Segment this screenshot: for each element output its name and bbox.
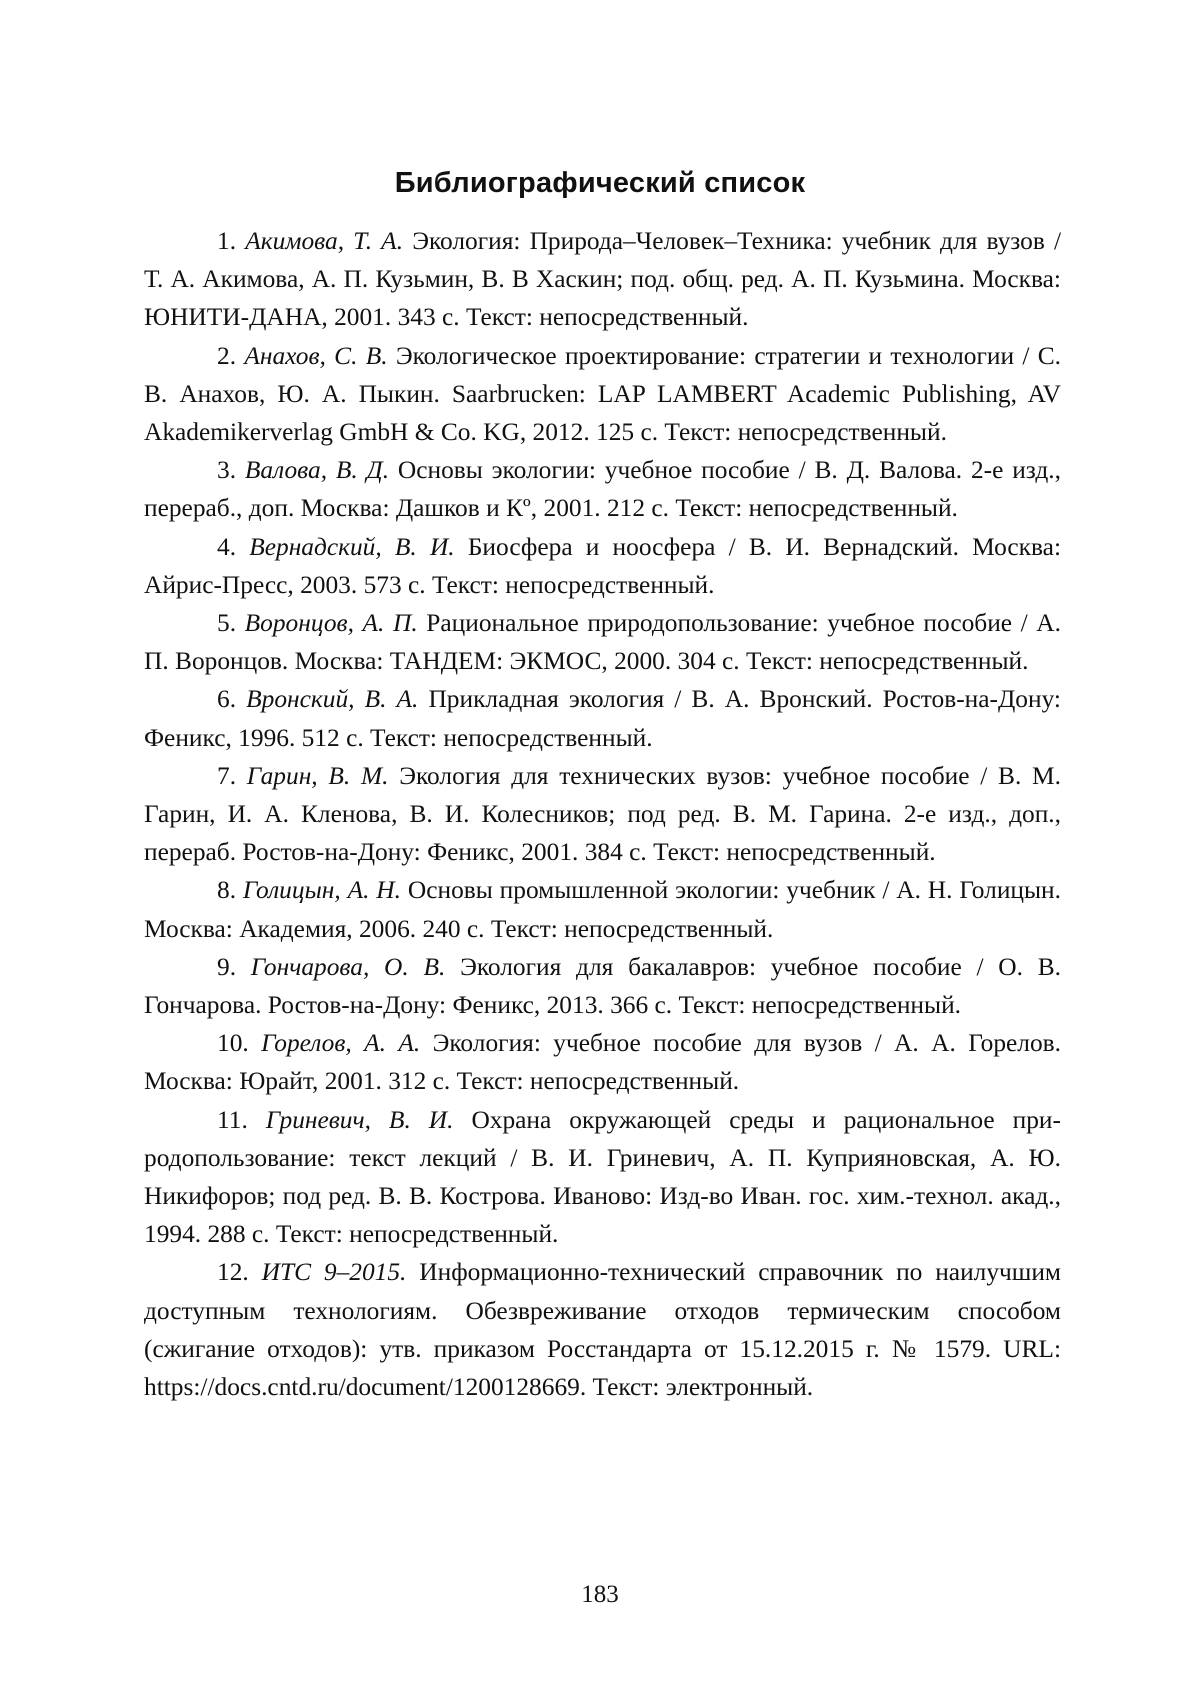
entry-number: 2. — [217, 342, 236, 370]
entry-text: Экология: Природа–Человек–Техника: учебник для вузов / Т. А. Акимова, А. П. Кузьмин, В. В Хаскин; под. общ. ред. А. П. Кузь­мина. Москва: ЮНИТИ-ДАНА, 2001. 343 с. Текст: непосредственный. — [144, 227, 1061, 331]
page-number: 183 — [0, 1581, 1200, 1609]
entry-number: 6. — [217, 685, 236, 713]
entry-text: Основы экологии: учебное пособие / В. Д. Валова. 2-е изд., перераб., доп. Москва: Дашков и Кº, 2001. 212 с. Текст: непо­средственный. — [144, 456, 1061, 522]
entry-number: 11. — [217, 1106, 248, 1134]
entry-number: 7. — [217, 762, 236, 790]
entry-author: Голицын, А. Н. — [243, 876, 401, 904]
entry-author: Гриневич, В. И. — [266, 1106, 454, 1134]
bibliography-entry — [144, 604, 1061, 680]
entry-text: Экология для технических вузов: учебное пособие / В. М. Гарин, И. А. Кленова, В. И. Колесников; под ред. В. М. Гарина. 2-е изд., доп., перераб. Ростов-на-Дону: Феникс, 2001. 384 с. Текст: непосредственный. — [144, 762, 1061, 866]
entry-text: Охрана окружающей среды и рациональное при­родопользование: текст лекций / В. И. Гриневич, А. П. Куприяновская, А. Ю. Никифоров; под ред. В. В. Кострова. Иваново: Изд-во Иван. гос. хим.-технол. акад., 1994. 288 с. Текст: непосредственный. — [144, 1106, 1061, 1249]
bibliography-entry — [144, 871, 1061, 947]
entry-number: 4. — [217, 533, 236, 561]
page-title: Библиографический список — [0, 167, 1200, 200]
bibliography-entry — [144, 948, 1061, 1024]
entry-text: Основы промышленной экологии: учебник / А. Н. Го­лицын. Москва: Академия, 2006. 240 с. Текст: непосредственный. — [144, 876, 1061, 942]
entry-author: Гончарова, О. В. — [251, 953, 446, 981]
bibliography-entry — [144, 680, 1061, 756]
entry-number: 8. — [217, 876, 236, 904]
bibliography-entry — [144, 451, 1061, 527]
entry-number: 5. — [217, 609, 236, 637]
bibliography-entry — [144, 1101, 1061, 1254]
entry-author: Воронцов, А. П. — [245, 609, 418, 637]
bibliography-entry — [144, 1024, 1061, 1100]
bibliography-list — [144, 222, 1061, 1406]
entry-author: Горелов, А. А. — [261, 1029, 420, 1057]
entry-text: Прикладная экология / В. А. Вронский. Ростов-на-Дону: Феникс, 1996. 512 с. Текст: непосредственный. — [144, 685, 1061, 751]
entry-number: 3. — [217, 456, 236, 484]
entry-author: ИТС 9–2015. — [262, 1258, 407, 1286]
bibliography-entry — [144, 337, 1061, 452]
entry-text: Экология: учебное пособие для вузов / А. А. Горе­лов. Москва: Юрайт, 2001. 312 с. Текст: непосредственный. — [144, 1029, 1061, 1095]
entry-author: Акимова, Т. А. — [245, 227, 403, 255]
entry-author: Валова, В. Д. — [245, 456, 389, 484]
entry-author: Вернадский, В. И. — [249, 533, 454, 561]
document-page — [0, 0, 1200, 1698]
entry-text: Экологическое проектирование: стратегии и техноло­гии / С. В. Анахов, Ю. А. Пыкин. Saarbrucken: LAP LAMBERT Academic Publishing, AV Akademikerverlag GmbH & Co. KG, 2012. 125 с. Текст: непо­средственный. — [144, 342, 1061, 446]
entry-text: Рациональное природопользование: учебное посо­бие / А. П. Воронцов. Москва: ТАНДЕМ: ЭКМОС, 2000. 304 с. Текст: не­посредственный. — [144, 609, 1061, 675]
entry-number: 10. — [217, 1029, 249, 1057]
entry-author: Гарин, В. М. — [247, 762, 389, 790]
entry-number: 9. — [217, 953, 236, 981]
bibliography-entry — [144, 222, 1061, 337]
entry-number: 1. — [217, 227, 236, 255]
entry-number: 12. — [217, 1258, 249, 1286]
entry-author: Вронский, В. А. — [246, 685, 418, 713]
entry-text: Информационно-технический справочник по наи­лучшим доступным технологиям. Обезвреживание отходов термическим способом (сжигание отходов): утв. приказом Росстандарта от 15.12.2015 г. № 1579. URL: https://docs.cntd.ru/document/1200128669. Текст: электронный. — [144, 1258, 1061, 1401]
bibliography-entry — [144, 1253, 1061, 1406]
entry-author: Анахов, С. В. — [244, 342, 387, 370]
entry-text: Биосфера и ноосфера / В. И. Вернадский. Моск­ва: Айрис-Пресс, 2003. 573 с. Текст: непосредственный. — [144, 533, 1061, 599]
bibliography-entry — [144, 528, 1061, 604]
bibliography-entry — [144, 757, 1061, 872]
entry-text: Экология для бакалавров: учебное пособие / О. В. Гончарова. Ростов-на-Дону: Феникс, 2013. 366 с. Текст: непосредст­венный. — [144, 953, 1061, 1019]
